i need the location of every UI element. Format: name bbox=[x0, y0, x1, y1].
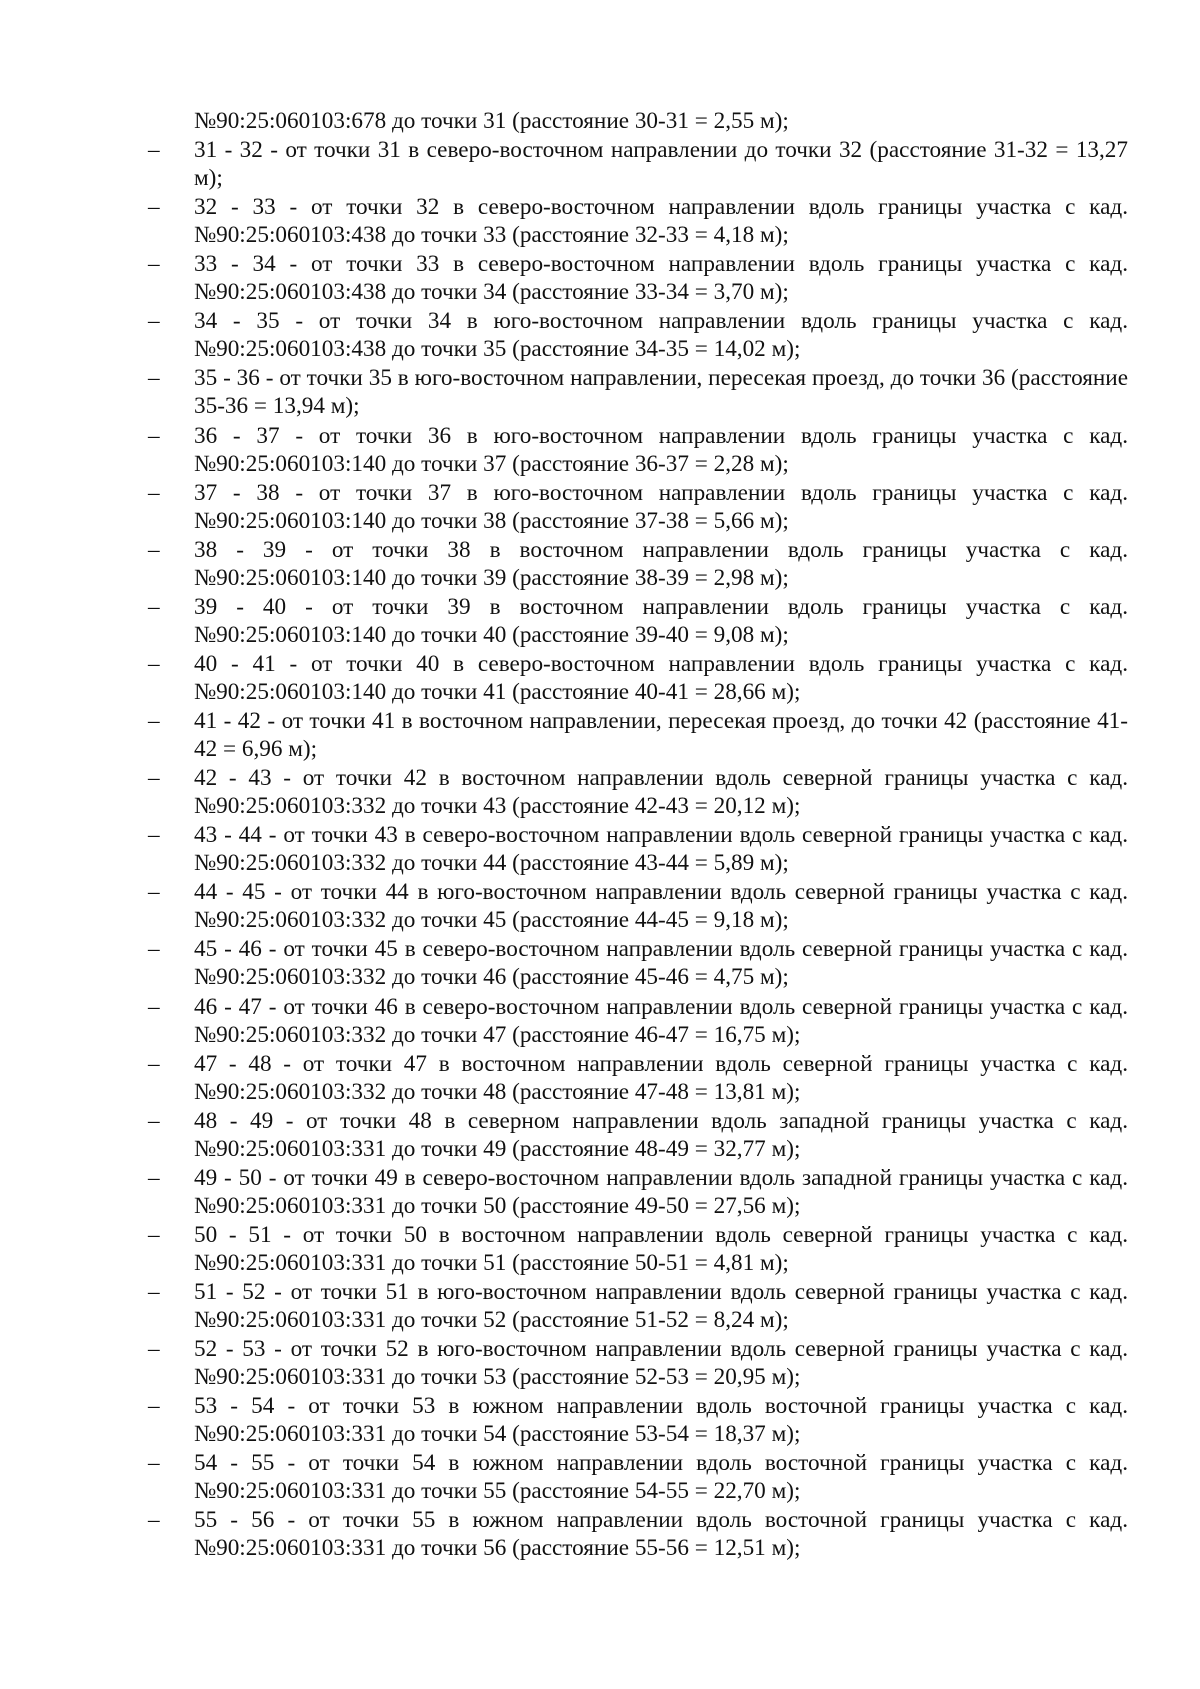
continuation-line: №90:25:060103:678 до точки 31 (расстояние 30-31 = 2,55 м); bbox=[194, 108, 789, 134]
segment-description: 38 - 39 - от точки 38 в восточном направлении вдоль границы участка с кад. №90:25:060103:140 до точки 39 (расстояние 38-39 = 2,98 м); bbox=[194, 536, 1128, 591]
segment-description: 33 - 34 - от точки 33 в северо-восточном направлении вдоль границы участка с кад. №90:25:060103:438 до точки 34 (расстояние 33-34 = 3,70 м); bbox=[194, 251, 1128, 306]
bullet-dash: – bbox=[148, 422, 160, 449]
list-item bbox=[148, 479, 1128, 535]
bullet-dash: – bbox=[148, 1507, 160, 1534]
bullet-dash: – bbox=[148, 1050, 160, 1077]
bullet-dash: – bbox=[148, 1221, 160, 1248]
segment-description: 50 - 51 - от точки 50 в восточном направлении вдоль северной границы участка с кад. №90:25:060103:331 до точки 51 (расстояние 50-51 = 4,81 м); bbox=[194, 1221, 1128, 1276]
bullet-dash: – bbox=[148, 822, 160, 849]
bullet-dash: – bbox=[148, 1164, 160, 1191]
list-item bbox=[148, 307, 1128, 363]
segment-description: 35 - 36 - от точки 35 в юго-восточном направлении, пересекая проезд, до точки 36 (расстояние 35-36 = 13,94 м); bbox=[194, 365, 1128, 420]
document-body bbox=[148, 107, 1128, 1562]
list-item bbox=[148, 650, 1128, 706]
list-item bbox=[148, 593, 1128, 649]
bullet-dash: – bbox=[148, 1393, 160, 1420]
list-item bbox=[148, 1107, 1128, 1163]
segment-description: 43 - 44 - от точки 43 в северо-восточном направлении вдоль северной границы участка с кад. №90:25:060103:332 до точки 44 (расстояние 43-44 = 5,89 м); bbox=[194, 822, 1128, 877]
segment-description: 55 - 56 - от точки 55 в южном направлении вдоль восточной границы участка с кад. №90:25:060103:331 до точки 56 (расстояние 55-56 = 12,51 м); bbox=[194, 1507, 1128, 1562]
segment-description: 41 - 42 - от точки 41 в восточном направлении, пересекая проезд, до точки 42 (расстояние 41-42 = 6,96 м); bbox=[194, 708, 1128, 763]
segment-description: 54 - 55 - от точки 54 в южном направлении вдоль восточной границы участка с кад. №90:25:060103:331 до точки 55 (расстояние 54-55 = 22,70 м); bbox=[194, 1450, 1128, 1505]
boundary-segment-list bbox=[148, 136, 1128, 1562]
list-item bbox=[148, 193, 1128, 249]
segment-description: 37 - 38 - от точки 37 в юго-восточном направлении вдоль границы участка с кад. №90:25:060103:140 до точки 38 (расстояние 37-38 = 5,66 м); bbox=[194, 479, 1128, 534]
bullet-dash: – bbox=[148, 593, 160, 620]
segment-description: 48 - 49 - от точки 48 в северном направлении вдоль западной границы участка с кад. №90:25:060103:331 до точки 49 (расстояние 48-49 = 32,77 м); bbox=[194, 1107, 1128, 1162]
bullet-dash: – bbox=[148, 936, 160, 963]
segment-description: 32 - 33 - от точки 32 в северо-восточном направлении вдоль границы участка с кад. №90:25:060103:438 до точки 33 (расстояние 32-33 = 4,18 м); bbox=[194, 194, 1128, 249]
bullet-dash: – bbox=[148, 536, 160, 563]
bullet-dash: – bbox=[148, 365, 160, 392]
list-item bbox=[148, 422, 1128, 478]
list-item bbox=[148, 364, 1128, 420]
segment-description: 46 - 47 - от точки 46 в северо-восточном направлении вдоль северной границы участка с кад. №90:25:060103:332 до точки 47 (расстояние 46-47 = 16,75 м); bbox=[194, 993, 1128, 1048]
bullet-dash: – bbox=[148, 1450, 160, 1477]
bullet-dash: – bbox=[148, 479, 160, 506]
list-item bbox=[148, 536, 1128, 592]
bullet-dash: – bbox=[148, 650, 160, 677]
segment-description: 40 - 41 - от точки 40 в северо-восточном направлении вдоль границы участка с кад. №90:25:060103:140 до точки 41 (расстояние 40-41 = 28,66 м); bbox=[194, 650, 1128, 705]
segment-description: 52 - 53 - от точки 52 в юго-восточном направлении вдоль северной границы участка с кад. №90:25:060103:331 до точки 53 (расстояние 52-53 = 20,95 м); bbox=[194, 1336, 1128, 1391]
segment-description: 34 - 35 - от точки 34 в юго-восточном направлении вдоль границы участка с кад. №90:25:060103:438 до точки 35 (расстояние 34-35 = 14,02 м); bbox=[194, 308, 1128, 363]
bullet-dash: – bbox=[148, 194, 160, 221]
segment-description: 51 - 52 - от точки 51 в юго-восточном направлении вдоль северной границы участка с кад. №90:25:060103:331 до точки 52 (расстояние 51-52 = 8,24 м); bbox=[194, 1278, 1128, 1333]
bullet-dash: – bbox=[148, 765, 160, 792]
segment-description: 44 - 45 - от точки 44 в юго-восточном направлении вдоль северной границы участка с кад. №90:25:060103:332 до точки 45 (расстояние 44-45 = 9,18 м); bbox=[194, 879, 1128, 934]
segment-description: 45 - 46 - от точки 45 в северо-восточном направлении вдоль северной границы участка с кад. №90:25:060103:332 до точки 46 (расстояние 45-46 = 4,75 м); bbox=[194, 936, 1128, 991]
list-item bbox=[148, 935, 1128, 991]
list-item bbox=[148, 136, 1128, 192]
segment-description: 31 - 32 - от точки 31 в северо-восточном направлении до точки 32 (расстояние 31-32 = 13,27 м); bbox=[194, 137, 1128, 192]
list-item bbox=[148, 821, 1128, 877]
segment-description: 36 - 37 - от точки 36 в юго-восточном направлении вдоль границы участка с кад. №90:25:060103:140 до точки 37 (расстояние 36-37 = 2,28 м); bbox=[194, 422, 1128, 477]
list-item bbox=[148, 1392, 1128, 1448]
list-item bbox=[148, 1221, 1128, 1277]
bullet-dash: – bbox=[148, 308, 160, 335]
bullet-dash: – bbox=[148, 137, 160, 164]
list-item bbox=[148, 1335, 1128, 1391]
bullet-dash: – bbox=[148, 1336, 160, 1363]
segment-description: 53 - 54 - от точки 53 в южном направлении вдоль восточной границы участка с кад. №90:25:060103:331 до точки 54 (расстояние 53-54 = 18,37 м); bbox=[194, 1393, 1128, 1448]
bullet-dash: – bbox=[148, 879, 160, 906]
list-item bbox=[148, 707, 1128, 763]
segment-description: 42 - 43 - от точки 42 в восточном направлении вдоль северной границы участка с кад. №90:25:060103:332 до точки 43 (расстояние 42-43 = 20,12 м); bbox=[194, 765, 1128, 820]
bullet-dash: – bbox=[148, 1107, 160, 1134]
list-item bbox=[148, 764, 1128, 820]
list-item bbox=[148, 993, 1128, 1049]
bullet-dash: – bbox=[148, 993, 160, 1020]
bullet-dash: – bbox=[148, 251, 160, 278]
segment-description: 47 - 48 - от точки 47 в восточном направлении вдоль северной границы участка с кад. №90:25:060103:332 до точки 48 (расстояние 47-48 = 13,81 м); bbox=[194, 1050, 1128, 1105]
bullet-dash: – bbox=[148, 1278, 160, 1305]
list-item bbox=[148, 1050, 1128, 1106]
list-item bbox=[148, 1449, 1128, 1505]
list-item bbox=[148, 1278, 1128, 1334]
bullet-dash: – bbox=[148, 708, 160, 735]
list-item bbox=[148, 878, 1128, 934]
list-item bbox=[148, 1506, 1128, 1562]
list-item bbox=[148, 250, 1128, 306]
segment-description: 49 - 50 - от точки 49 в северо-восточном направлении вдоль западной границы участка с кад. №90:25:060103:331 до точки 50 (расстояние 49-50 = 27,56 м); bbox=[194, 1164, 1128, 1219]
segment-description: 39 - 40 - от точки 39 в восточном направлении вдоль границы участка с кад. №90:25:060103:140 до точки 40 (расстояние 39-40 = 9,08 м); bbox=[194, 593, 1128, 648]
list-item bbox=[148, 1164, 1128, 1220]
